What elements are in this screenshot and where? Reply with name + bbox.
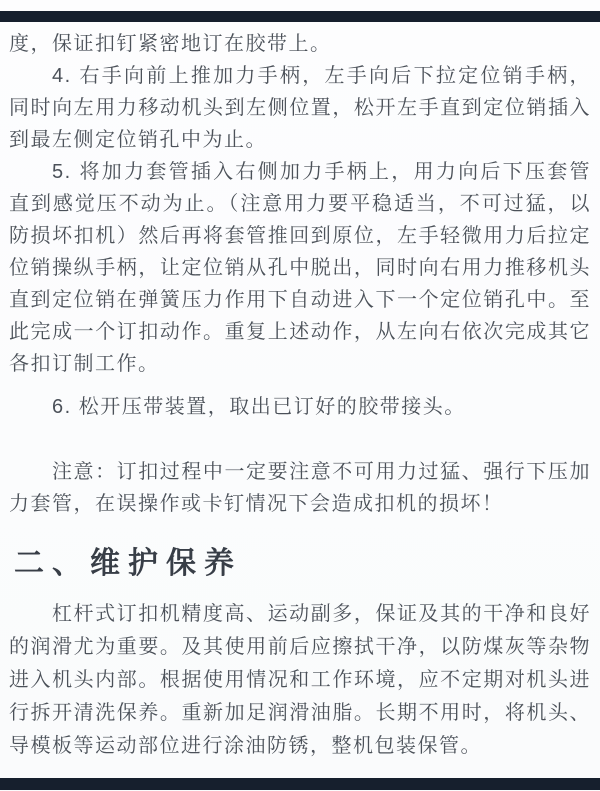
scan-edge-bar-bottom [0,778,600,790]
paragraph-continuation: 度，保证扣钉紧密地订在胶带上。 [9,33,332,55]
paragraph-step-6: 6. 松开压带装置，取出已订好的胶带接头。 [52,396,466,418]
paragraph-maintenance: 杠杆式订扣机精度高、运动副多，保证及其的干净和良好的润滑尤为重要。及其使用前后应擦拭干净，以防煤灰等杂物进入机头内部。根据使用情况和工作环境，应不定期对机头进行拆开清洗保养。重新加足润滑油脂。长期不用时，将机头、导模板等运动部位进行涂油防锈，整机包装保管。 [9,603,591,757]
paragraph-step-4: 4. 右手向前上推加力手柄，左手向后下拉定位销手柄，同时向左用力移动机头到左侧位置，松开左手直到定位销插入到最左侧定位销孔中为止。 [9,65,591,151]
page-content [9,28,591,763]
maintenance-section [9,547,591,763]
paragraph-notice: 注意：订扣过程中一定要注意不可用力过猛、强行下压加力套管，在误操作或卡钉情况下会造成扣机的损坏！ [9,461,591,515]
paragraph-step-5: 5. 将加力套管插入右侧加力手柄上，用力向后下压套管直到感觉压不动为止。（注意用力要平稳适当，不可过猛，以防损坏扣机）然后再将套管推回到原位，左手轻微用力后拉定位销操纵手柄，让定位销从孔中脱出，同时向右用力推移机头直到定位销在弹簧压力作用下自动进入下一个定位销孔中。至此完成一个订扣动作。重复上述动作，从左向右依次完成其它各扣订制工作。 [9,161,591,375]
section-heading: 二、维护保养 [14,547,242,580]
scan-edge-bar-top [0,11,600,22]
